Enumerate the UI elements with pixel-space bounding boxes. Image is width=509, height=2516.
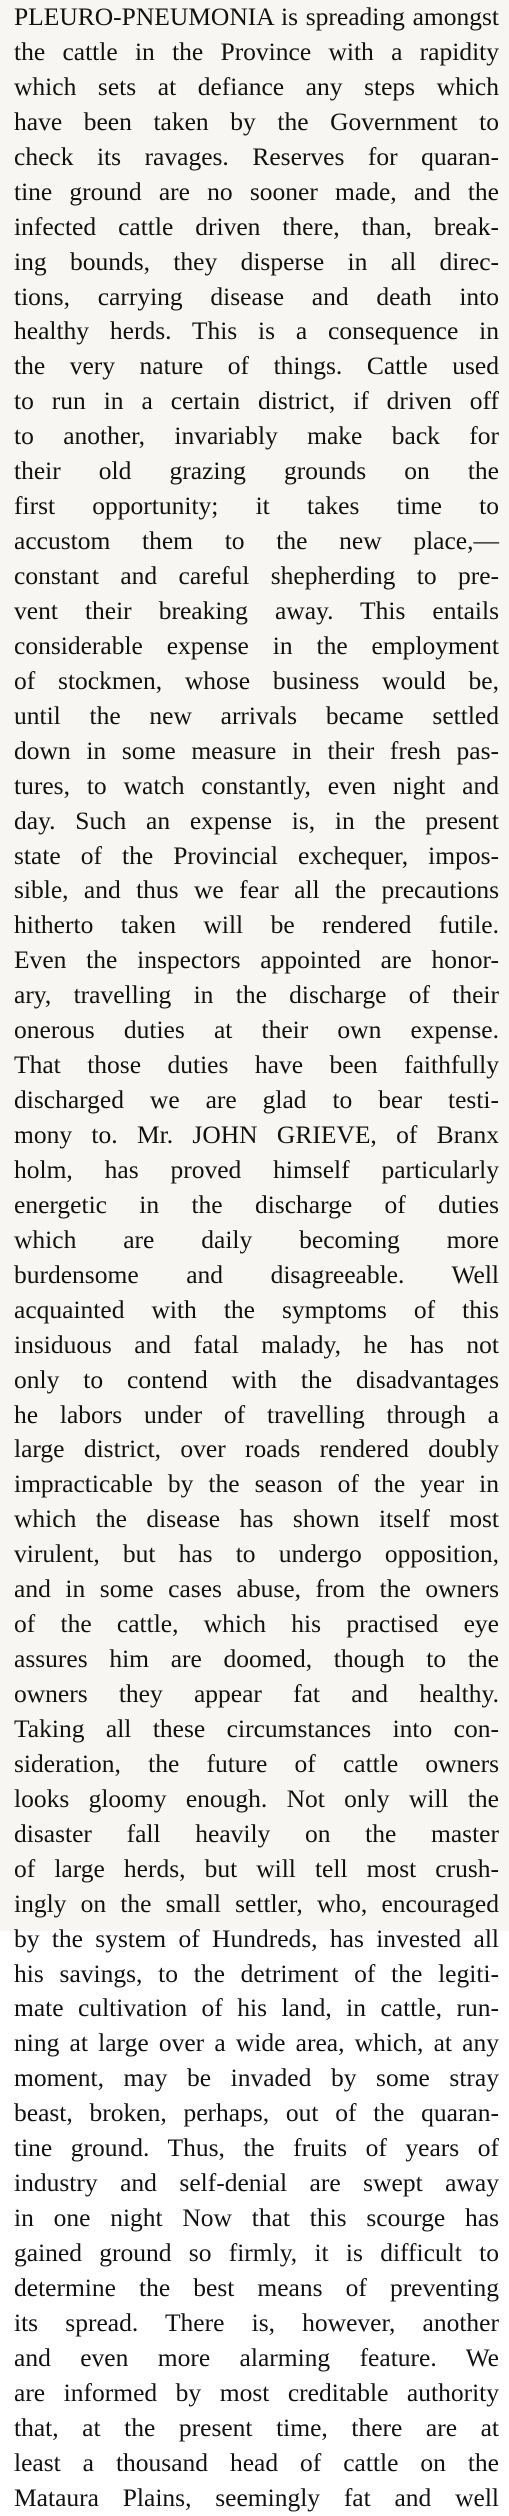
article-line: least a thousand head of cattle on the (14, 2447, 499, 2477)
article-line: PLEURO-PNEUMONIA is spreading amongst (14, 2, 499, 31)
article-line: sideration, the future of cattle owners (14, 1748, 499, 1778)
article-line: in one night Now that this scourge has (14, 2203, 499, 2233)
article-line: which are daily becoming more (14, 1224, 499, 1254)
article-line: insiduous and fatal malady, he has not (14, 1329, 499, 1359)
article-line: the cattle in the Province with a rapidity (14, 36, 499, 66)
article-line: and in some cases abuse, from the owners (14, 1574, 499, 1604)
article-line: the very nature of things. Cattle used (14, 351, 499, 381)
article-line: energetic in the discharge of duties (14, 1189, 499, 1219)
article-line: considerable expense in the employment (14, 630, 499, 660)
article-line: mony to. Mr. JOHN GRIEVE, of Branx (14, 1120, 499, 1149)
article-line: are informed by most creditable authority (14, 2377, 499, 2407)
article-line: ing bounds, they disperse in all direc- (14, 246, 499, 276)
article-line: determine the best means of preventing (14, 2272, 499, 2302)
article-line: tions, carrying disease and death into (14, 281, 499, 311)
article-line: to run in a certain district, if driven off (14, 386, 499, 416)
article-line: he labors under of travelling through a (14, 1399, 499, 1429)
article-line: That those duties have been faithfully (14, 1050, 499, 1080)
article-line: tures, to watch constantly, even night and (14, 770, 499, 800)
article-line: Taking all these circumstances into con- (14, 1713, 499, 1743)
article-line: sible, and thus we fear all the precautions (14, 875, 499, 905)
article-line: disaster fall heavily on the master (14, 1818, 499, 1848)
article-line: discharged we are glad to bear testi- (14, 1085, 499, 1115)
article-column (14, 0, 499, 2516)
article-line: and even more alarming feature. We (14, 2342, 499, 2372)
article-line: of stockmen, whose business would be, (14, 665, 499, 695)
article-line: constant and careful shepherding to pre- (14, 561, 499, 590)
article-line: day. Such an expense is, in the present (14, 805, 499, 835)
article-line: infected cattle driven there, than, break- (14, 211, 499, 241)
article-line: looks gloomy enough. Not only will the (14, 1783, 499, 1813)
article-line: down in some measure in their fresh pas- (14, 735, 499, 765)
article-line: have been taken by the Government to (14, 106, 499, 136)
article-line: until the new arrivals became settled (14, 700, 499, 730)
article-line: impracticable by the season of the year in (14, 1469, 499, 1499)
article-line: which sets at defiance any steps which (14, 71, 499, 101)
article-line: acquainted with the symptoms of this (14, 1294, 499, 1324)
article-line: industry and self-denial are swept away (14, 2168, 499, 2198)
article-line: of the cattle, which his practised eye (14, 1609, 499, 1639)
article-line: check its ravages. Reserves for quaran- (14, 141, 499, 171)
article-line: Even the inspectors appointed are honor- (14, 945, 499, 975)
article-line: which the disease has shown itself most (14, 1504, 499, 1534)
article-line: burdensome and disagreeable. Well (14, 1259, 499, 1289)
article-line: healthy herds. This is a consequence in (14, 316, 499, 346)
article-line: their old grazing grounds on the (14, 456, 499, 486)
article-line: ary, travelling in the discharge of their (14, 980, 499, 1010)
article-line: state of the Provincial exchequer, impos- (14, 840, 499, 870)
article-line: assures him are doomed, though to the (14, 1644, 499, 1674)
article-line: vent their breaking away. This entails (14, 595, 499, 625)
article-line: onerous duties at their own expense. (14, 1015, 499, 1045)
article-line: tine ground. Thus, the fruits of years of (14, 2133, 499, 2163)
article-line: his savings, to the detriment of the legiti- (14, 1958, 499, 1988)
article-line: gained ground so firmly, it is difficult to (14, 2238, 499, 2267)
article-line: by the system of Hundreds, has invested all (14, 1923, 499, 1953)
article-line: only to contend with the disadvantages (14, 1364, 499, 1394)
article-line: virulent, but has to undergo opposition, (14, 1539, 499, 1569)
article-line: to another, invariably make back for (14, 421, 499, 451)
article-line: Mataura Plains, seemingly fat and well (14, 2482, 499, 2512)
article-line: first opportunity; it takes time to (14, 491, 499, 521)
article-line: ning at large over a wide area, which, at any (14, 2028, 499, 2058)
article-line: owners they appear fat and healthy. (14, 1679, 499, 1708)
article-line: of large herds, but will tell most crush- (14, 1853, 499, 1883)
article-line: accustom them to the new place,— (14, 526, 499, 556)
article-line: moment, may be invaded by some stray (14, 2063, 499, 2093)
article-line: tine ground are no sooner made, and the (14, 176, 499, 206)
article-line: that, at the present time, there are at (14, 2412, 499, 2442)
article-line: its spread. There is, however, another (14, 2307, 499, 2337)
article-line: beast, broken, perhaps, out of the quaran- (14, 2098, 499, 2128)
article-line: ingly on the small settler, who, encouraged (14, 1888, 499, 1918)
article-line: hitherto taken will be rendered futile. (14, 910, 499, 940)
article-line: large district, over roads rendered doubly (14, 1434, 499, 1464)
article-line: mate cultivation of his land, in cattle, run- (14, 1993, 499, 2023)
article-line: holm, has proved himself particularly (14, 1154, 499, 1184)
